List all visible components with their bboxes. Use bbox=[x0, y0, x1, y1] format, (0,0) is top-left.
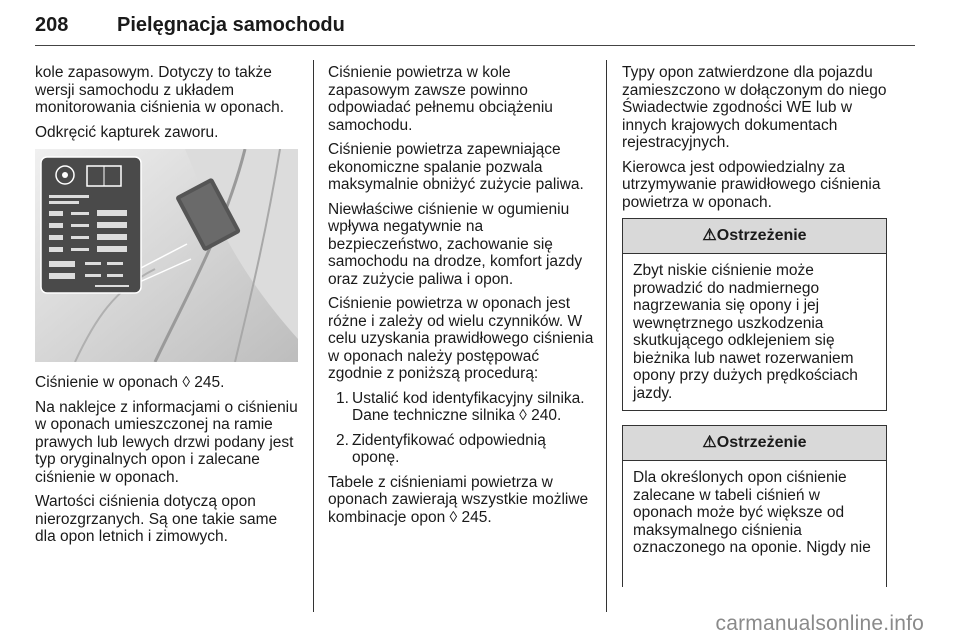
column-1 bbox=[35, 64, 300, 553]
reference: Ciśnienie w oponach ◊ 245. bbox=[35, 374, 225, 391]
warning-box bbox=[622, 425, 887, 587]
warning-title: ⚠Ostrzeżenie bbox=[623, 426, 886, 461]
paragraph: Ciśnienie powietrza w oponach jest różne i zależy od wielu czynników. W celu uzyskania prawidłowego ciśnienia w oponach należy postępować zgodnie z poniższą procedurą: bbox=[328, 295, 594, 382]
step-number: 1. bbox=[336, 389, 349, 407]
chapter-title: Pielęgnacja samochodu bbox=[117, 14, 345, 36]
header-rule bbox=[35, 45, 915, 46]
paragraph: Odkręcić kapturek zaworu. bbox=[35, 123, 219, 141]
page-number: 208 bbox=[35, 14, 69, 36]
column-2 bbox=[328, 64, 596, 533]
step-text: Zidentyfikować odpowiednią oponę. bbox=[352, 431, 546, 466]
paragraph: Tabele z ciśnieniami powietrza w oponach zawierają wszystkie możliwe kombinacje opon ◊ 245. bbox=[328, 473, 589, 526]
paragraph: Ciśnienie powietrza zapewniające ekonomiczne spalanie pozwala maksymalnie obniżyć zużycie paliwa. bbox=[328, 141, 584, 193]
warning-box bbox=[622, 218, 887, 411]
paragraph: Ciśnienie powietrza w kole zapasowym zawsze powinno odpowiadać pełnemu obciążeniu samochodu. bbox=[328, 64, 553, 134]
column-3 bbox=[622, 64, 887, 601]
tire-label-photo bbox=[35, 149, 298, 362]
tire-pressure-label-illustration bbox=[35, 149, 298, 362]
watermark: carmanualsonline.info bbox=[715, 612, 924, 635]
list-item bbox=[328, 390, 596, 425]
list-item bbox=[328, 432, 596, 467]
column-divider bbox=[606, 60, 607, 612]
column-divider bbox=[313, 60, 314, 612]
procedure-steps bbox=[328, 390, 596, 467]
step-number: 2. bbox=[336, 431, 349, 449]
paragraph: Na naklejce z informacjami o ciśnieniu w oponach umieszczonej na ramie prawych lub lewych drzwi podany jest typ oryginalnych opon i zalecane ciśnienie w oponach. bbox=[35, 398, 298, 486]
warning-text: Zbyt niskie ciśnienie może prowadzić do nadmiernego nagrzewania się opony i jej wewnętrznego uszkodzenia skutkującego odklejeniem się bieżnika lub nawet rozerwaniem opony przy dużych prędkościach jazdy. bbox=[633, 262, 858, 402]
warning-text: Dla określonych opon ciśnienie zalecane w tabeli ciśnień w oponach może być większe od maksymalnego ciśnienia oznaczonego na oponie. Nigdy nie bbox=[633, 469, 871, 556]
warning-body-clip bbox=[623, 461, 886, 587]
paragraph: kole zapasowym. Dotyczy to także wersji samochodu z układem monitorowania ciśnienia w oponach. bbox=[35, 64, 285, 116]
warning-title: ⚠Ostrzeżenie bbox=[623, 219, 886, 254]
step-text: Ustalić kod identyfikacyjny silnika. Dane techniczne silnika ◊ 240. bbox=[352, 389, 585, 424]
paragraph: Niewłaściwe ciśnienie w ogumieniu wpływa negatywnie na bezpieczeństwo, zachowanie się samochodu na drodze, komfort jazdy oraz zużycie paliwa i opon. bbox=[328, 200, 583, 288]
paragraph: Wartości ciśnienia dotyczą opon nierozgrzanych. Są one takie same dla opon letnich i zimowych. bbox=[35, 493, 278, 545]
paragraph: Typy opon zatwierdzone dla pojazdu zamieszczono w dołączonym do niego Świadectwie zgodności WE lub w innych krajowych dokumentach rejestracyjnych. bbox=[622, 64, 887, 151]
page-header bbox=[35, 14, 915, 48]
paragraph: Kierowca jest odpowiedzialny za utrzymywanie prawidłowego ciśnienia powietrza w oponach. bbox=[622, 158, 881, 211]
